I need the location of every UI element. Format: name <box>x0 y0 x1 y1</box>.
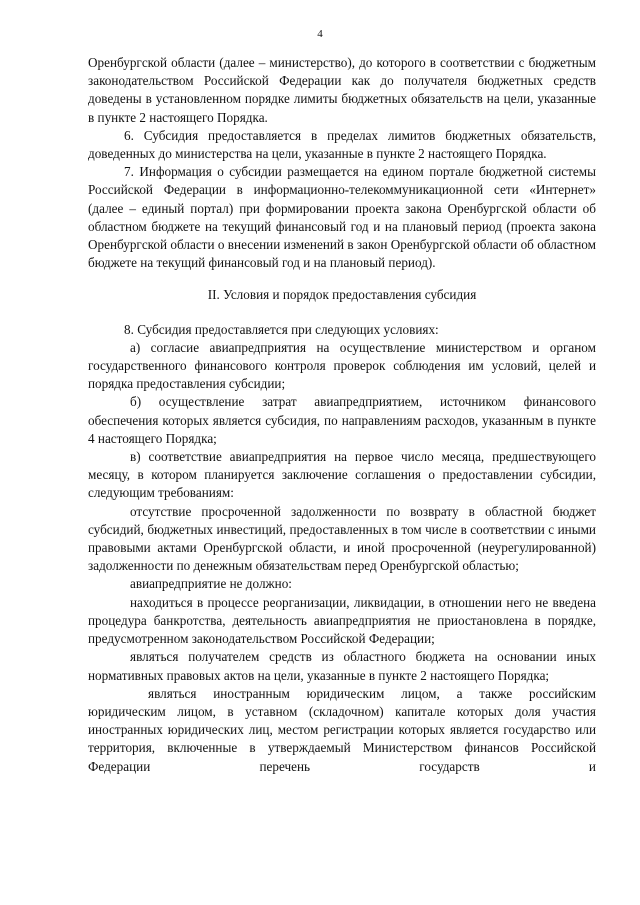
paragraph-item-7: 7. Информация о субсидии размещается на едином портале бюджетной системы Российской Федерации в информационно-телекоммуникационной сети «Интернет» (далее – единый портал) при формировании проекта закона Оренбургской области об областном бюджете на текущий финансовый год и на плановый период (проекта закона Оренбургской области о внесении изменений в закон Оренбургской области об областном бюджете на текущий финансовый год и на плановый период). <box>88 164 596 271</box>
requirement-not-reorganizing: находиться в процессе реорганизации, ликвидации, в отношении него не введена процедура банкротства, деятельность авиапредприятия не приостановлена в порядке, предусмотренном законодательством Российской Федерации; <box>88 594 596 647</box>
paragraph-continuation: Оренбургской области (далее – министерство), до которого в соответствии с бюджетным законодательством Российской Федерации как до получателя бюджетных средств доведены в установленном порядке лимиты бюджетных обязательств на цели, указанные в пункте 2 настоящего Порядка. <box>88 55 596 125</box>
requirement-not-foreign: являться иностранным юридическим лицом, а также российским юридическим лицом, в уставном (складочном) капитале которых доля участия иностранных юридических лиц, местом регистрации которых является государство или территория, включенные в утверждаемый Министерством финансов Российской Федерации перечень государств и <box>88 685 596 774</box>
requirement-not-recipient: являться получателем средств из областного бюджета на основании иных нормативных правовых актов на цели, указанные в пункте 2 настоящего Порядка; <box>88 649 596 683</box>
requirement-no-debt: отсутствие просроченной задолженности по возврату в областной бюджет субсидий, бюджетных инвестиций, предоставленных в том числе в соответствии с иными правовыми актами Оренбургской области, и иной просроченной (неурегулированной) задолженности по денежным обязательствам перед Оренбургской областью; <box>88 503 596 574</box>
paragraph-item-8: 8. Субсидия предоставляется при следующих условиях: <box>124 321 439 337</box>
page-number: 4 <box>317 28 323 40</box>
subitem-b: б) осуществление затрат авиапредприятием, источником финансового обеспечения которых является субсидия, по направлениям расходов, указанным в пункте 4 настоящего Порядка; <box>88 394 596 446</box>
requirement-must-not: авиапредприятие не должно: <box>130 576 292 592</box>
document-body <box>88 54 596 776</box>
subitem-a: а) согласие авиапредприятия на осуществление министерством и органом государственного финансового контроля проверок соблюдения им условий, целей и порядка предоставления субсидии; <box>88 339 596 392</box>
subitem-v: в) соответствие авиапредприятия на первое число месяца, предшествующего месяцу, в котором планируется заключение соглашения о предоставлении субсидии, следующим требованиям: <box>88 449 596 501</box>
paragraph-item-6: 6. Субсидия предоставляется в пределах лимитов бюджетных обязательств, доведенных до министерства на цели, указанные в пункте 2 настоящего Порядка. <box>88 127 596 162</box>
section-heading: II. Условия и порядок предоставления субсидия <box>207 287 477 303</box>
